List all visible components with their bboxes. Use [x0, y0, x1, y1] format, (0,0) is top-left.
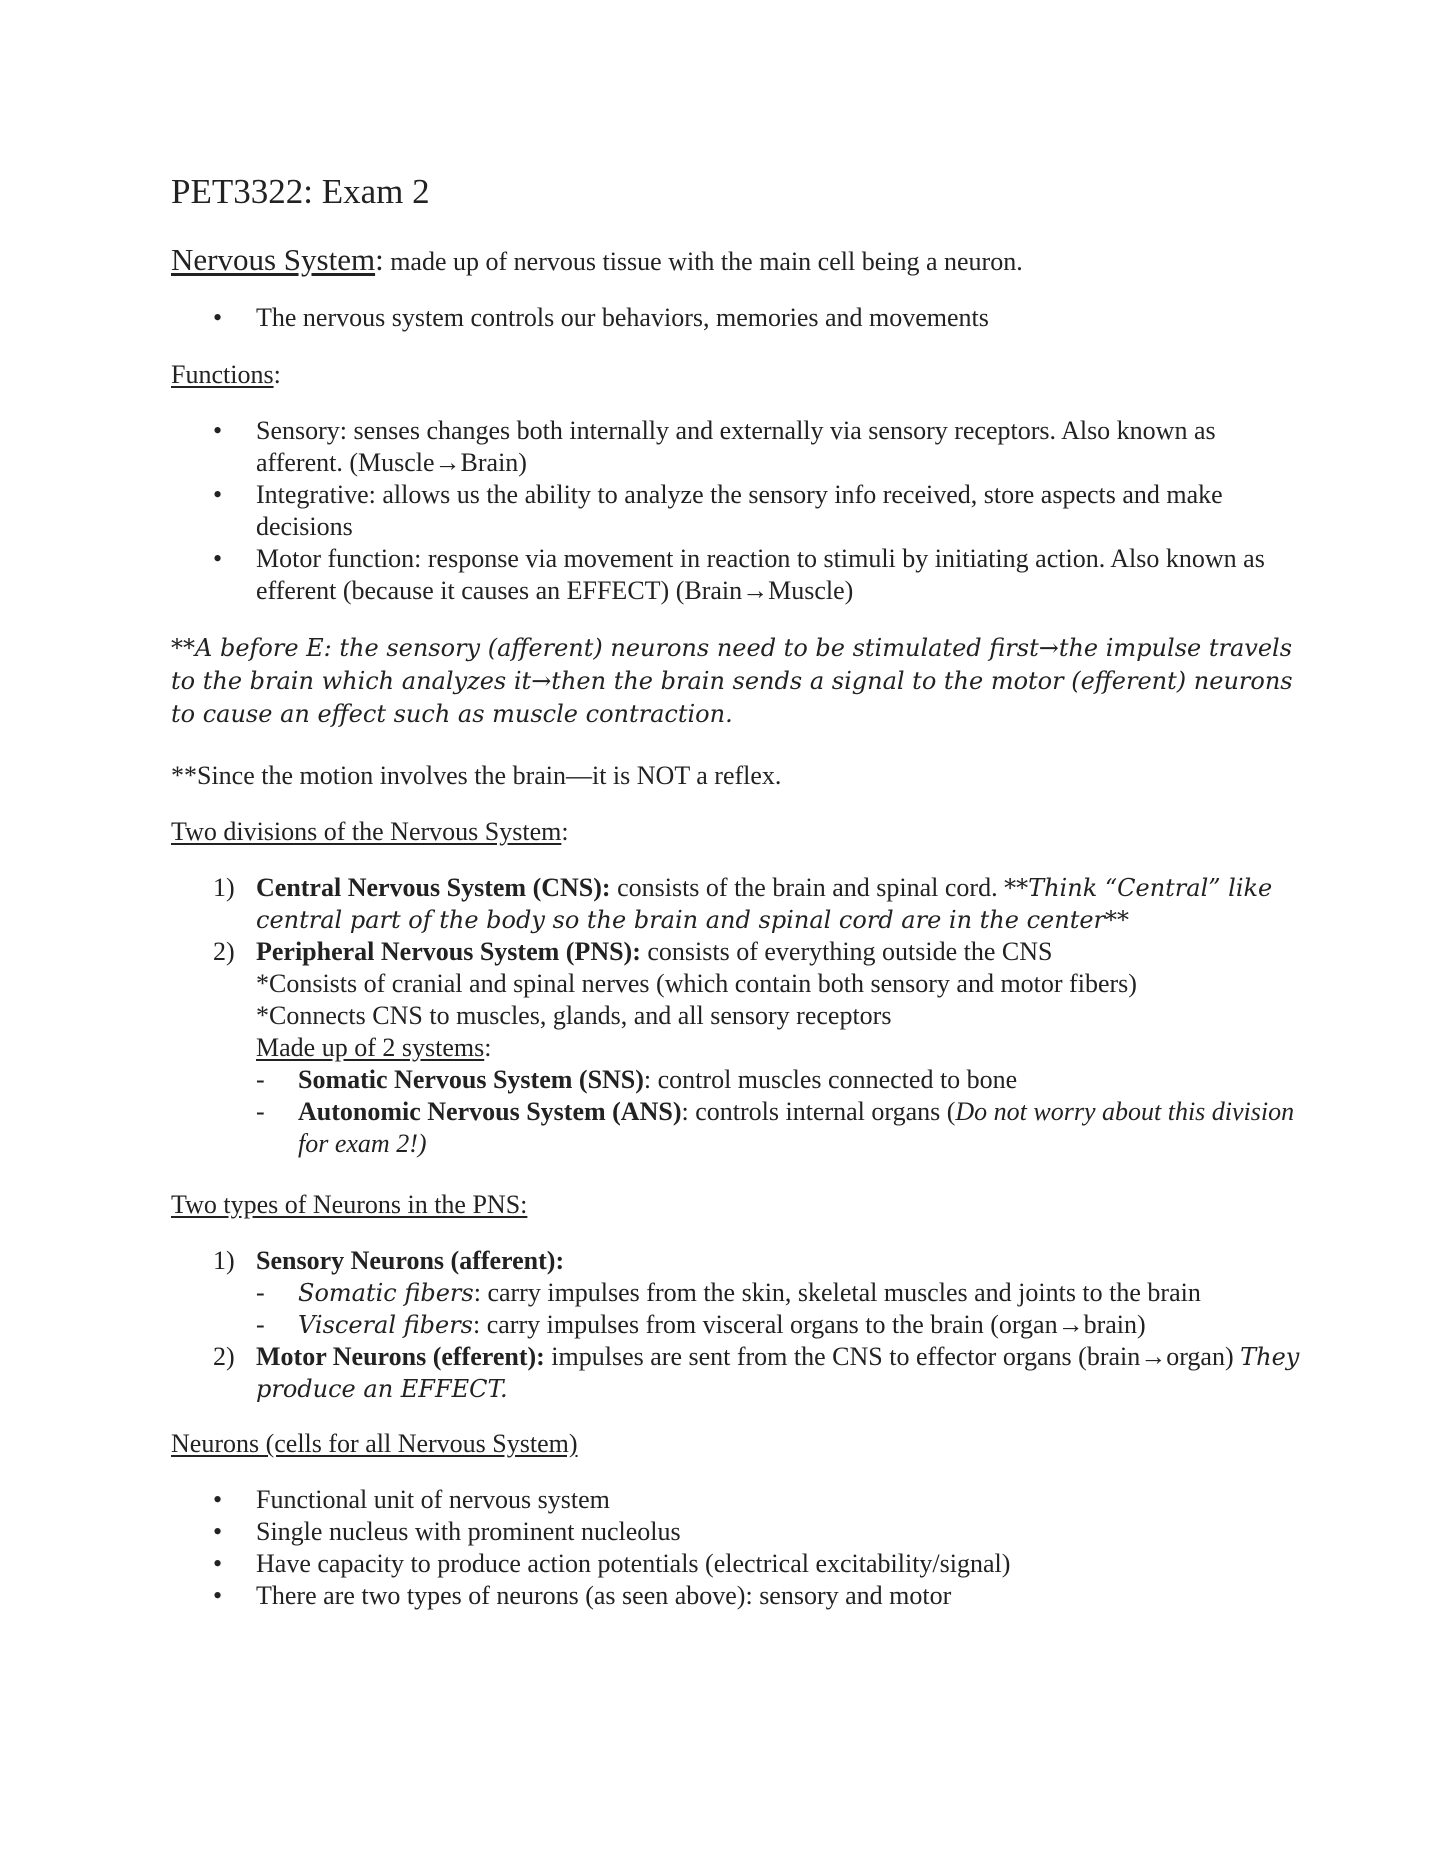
bullet-icon: • [213, 1485, 223, 1514]
bullet-icon: • [213, 1549, 223, 1578]
functions-heading: Functions: [171, 360, 281, 389]
dash-icon: - [256, 1278, 265, 1307]
pns-detail-1: *Consists of cranial and spinal nerves (which contain both sensory and motor fibers) [256, 969, 1137, 998]
divisions-list [171, 872, 1301, 1160]
list-item-cns: 1) Central Nervous System (CNS): consists of the brain and spinal cord. **Think “Central” like central part of the body so the brain and spinal cord are in the center** [213, 873, 1273, 934]
page-title: PET3322: Exam 2 [171, 172, 430, 211]
bullet-icon: • [213, 1581, 223, 1610]
nervous-system-bullets [171, 302, 1301, 334]
neuron-types-heading: Two types of Neurons in the PNS: [171, 1190, 528, 1219]
list-item-pns: 2) Peripheral Nervous System (PNS): consists of everything outside the CNS [213, 937, 1053, 966]
list-item: • The nervous system controls our behaviors, memories and movements [213, 303, 989, 332]
list-item-sns: - Somatic Nervous System (SNS): control muscles connected to bone [256, 1065, 1018, 1094]
list-item-motor-neurons: 2) Motor Neurons (efferent): impulses are sent from the CNS to effector organs (brain→organ) They produce an EFFECT. [213, 1342, 1300, 1403]
nervous-system-def-text: made up of nervous tissue with the main cell being a neuron. [383, 247, 1023, 276]
dash-icon: - [256, 1097, 265, 1126]
neurons-list [171, 1484, 1301, 1612]
pns-detail-2: *Connects CNS to muscles, glands, and all sensory receptors [256, 1001, 892, 1030]
list-item: • Single nucleus with prominent nucleolus [213, 1517, 681, 1546]
bullet-icon: • [213, 480, 223, 509]
bullet-icon: • [213, 416, 223, 445]
list-item-sensory-neurons: 1) Sensory Neurons (afferent): [213, 1246, 565, 1275]
list-item: • Have capacity to produce action potentials (electrical excitability/signal) [213, 1549, 1011, 1578]
nervous-system-term: Nervous System [171, 242, 376, 277]
list-item-ans: - Autonomic Nervous System (ANS): controls internal organs (Do not worry about this division for exam 2!) [256, 1097, 1295, 1158]
bullet-icon: • [213, 544, 223, 573]
list-item: • Motor function: response via movement in reaction to stimuli by initiating action. Also known as efferent (because it causes an EFFECT) (Brain→Muscle) [213, 544, 1265, 605]
nervous-system-definition: Nervous System: made up of nervous tissue with the main cell being a neuron. [171, 242, 1023, 277]
dash-icon: - [256, 1065, 265, 1094]
list-item: • Functional unit of nervous system [213, 1485, 610, 1514]
list-item-visceral-fibers: - Visceral fibers: carry impulses from visceral organs to the brain (organ→brain) [256, 1310, 1146, 1339]
list-item: • There are two types of neurons (as seen above): sensory and motor [213, 1581, 952, 1610]
note-a-before-e: **A before E: the sensory (afferent) neurons need to be stimulated first→the impulse travels to the brain which analyzes it→then the brain sends a signal to the motor (efferent) neurons to cause an effect such as muscle contraction. [171, 634, 1293, 728]
neurons-heading: Neurons (cells for all Nervous System) [171, 1429, 578, 1458]
pns-made-up-heading: Made up of 2 systems: [256, 1033, 492, 1062]
list-item: • Integrative: allows us the ability to analyze the sensory info received, store aspects and make decisions [213, 480, 1223, 541]
bullet-icon: • [213, 1517, 223, 1546]
bullet-icon: • [213, 303, 223, 332]
divisions-heading: Two divisions of the Nervous System: [171, 817, 569, 846]
list-item-somatic-fibers: - Somatic fibers: carry impulses from the skin, skeletal muscles and joints to the brain [256, 1278, 1201, 1307]
note-reflex: **Since the motion involves the brain—it is NOT a reflex. [171, 761, 782, 790]
dash-icon: - [256, 1310, 265, 1339]
list-item: • Sensory: senses changes both internally and externally via sensory receptors. Also known as afferent. (Muscle→Brain) [213, 416, 1216, 477]
neuron-types-list [171, 1245, 1301, 1405]
functions-list [171, 415, 1301, 607]
